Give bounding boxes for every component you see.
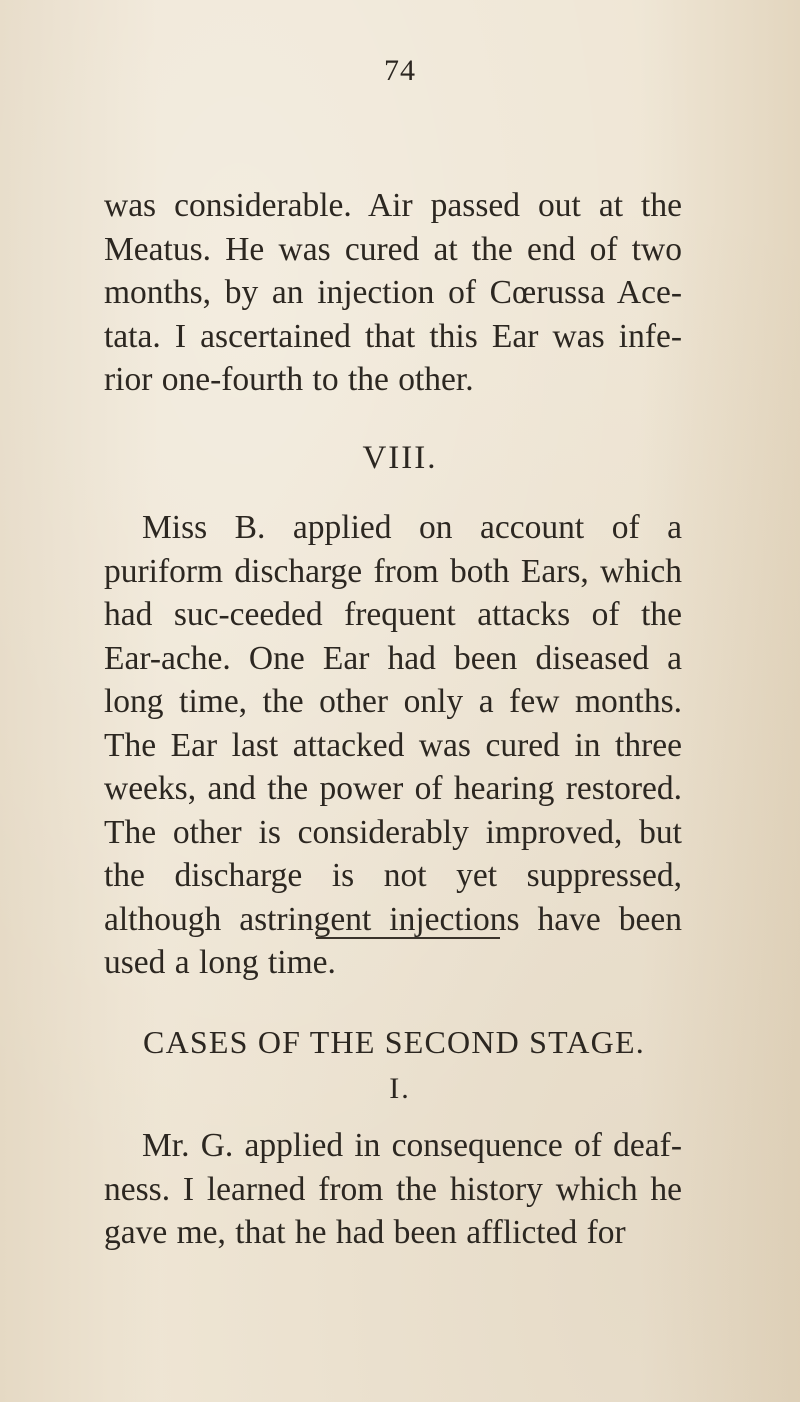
section-divider-rule (316, 937, 500, 939)
page-number: 74 (384, 54, 416, 87)
case-heading-viii: VIII. (362, 440, 438, 476)
paragraph-case-viii: Miss B. applied on account of a puriform discharge from both Ears, which had suc-ceeded frequent attacks of the Ear-ache. One Ear had been diseased a long time, the other only a few months. The Ear last attacked was cured in three weeks, and the power of hearing restored. The other is considerably improved, but the discharge is not yet suppressed, although astringent injections have been used a long time. (104, 509, 682, 981)
case-heading-i: I. (389, 1072, 411, 1105)
paragraph-case-i: Mr. G. applied in consequence of deaf-ness. I learned from the history which he gave me, that he had been afflicted for (104, 1127, 682, 1251)
paragraph-continuation: was considerable. Air passed out at the Meatus. He was cured at the end of two months, by an injection of Cœrussa Ace-tata. I ascertained that this Ear was infe-rior one-fourth to the other. (104, 187, 682, 398)
section-title: CASES OF THE SECOND STAGE. (143, 1024, 645, 1060)
